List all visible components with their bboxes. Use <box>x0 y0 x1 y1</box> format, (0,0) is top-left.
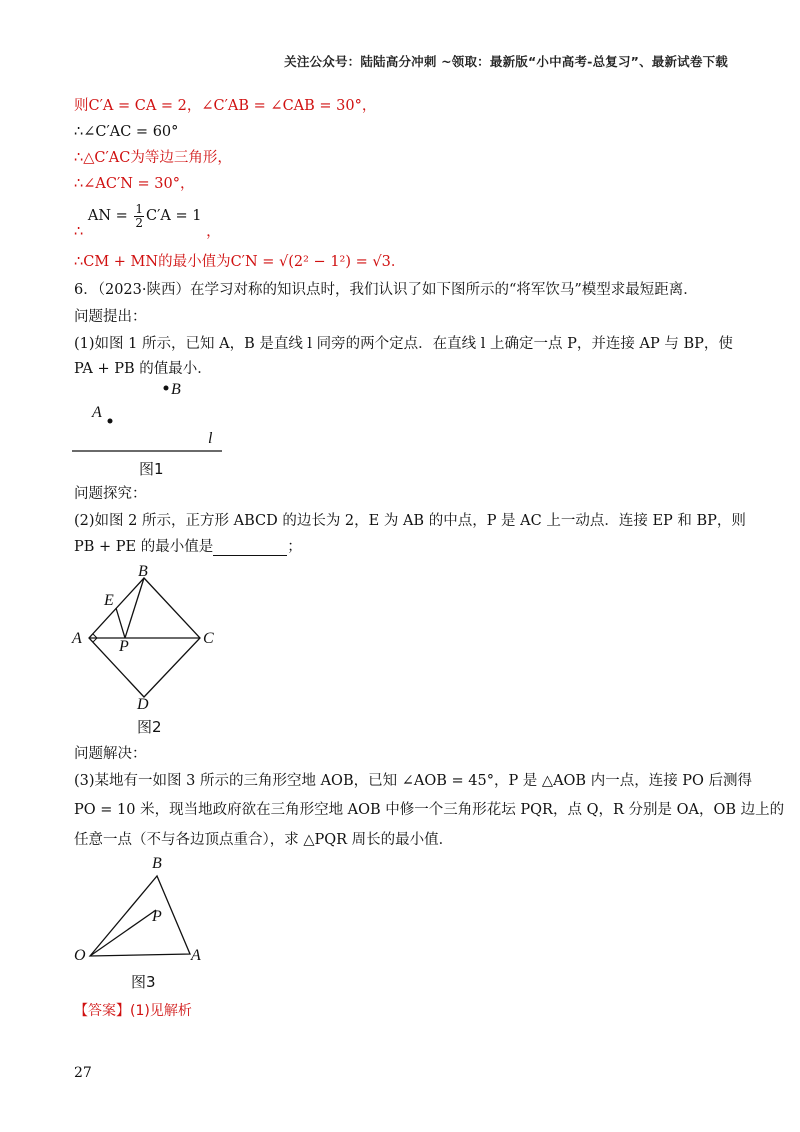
fig3-label-o: O <box>74 947 86 964</box>
fraction-half <box>134 203 144 229</box>
solution-line-4: ∴∠AC′N = 30°， <box>74 176 195 192</box>
answer-label: 【答案】(1)见解析 <box>74 1003 192 1019</box>
problem-6-title: 6．（2023·陕西）在学习对称的知识点时，我们认识了如下图所示的“将军饮马”模型求最短距离． <box>74 282 698 298</box>
fig3-label-p: P <box>152 908 162 925</box>
fig1-caption: 图1 <box>139 460 164 478</box>
segment-ep <box>116 608 125 638</box>
fig2-label-c: C <box>203 630 214 647</box>
section-problem-solve: 问题解决： <box>74 746 147 762</box>
fig2-label-e: E <box>104 592 114 609</box>
fig2-label-a: A <box>72 630 82 647</box>
fig2-label-d: D <box>137 696 149 713</box>
part-2-text: (2)如图 2 所示，正方形 ABCD 的边长为 2，E 为 AB 的中点，P 是 AC 上一动点．连接 EP 和 BP，则 <box>74 513 746 529</box>
fig3-caption: 图3 <box>131 973 156 991</box>
solution-line-2: ∴∠C′AC = 60° <box>74 124 179 140</box>
solution-line-5 <box>74 202 221 241</box>
solution-line-6: ∴CM + MN的最小值为C′N = √(2² − 1²) = √3． <box>74 254 406 270</box>
part-1-text: (1)如图 1 所示，已知 A，B 是直线 l 同旁的两个定点．在直线 l 上确定一点 P，并连接 AP 与 BP，使 <box>74 336 733 352</box>
fig1-label-a: A <box>92 404 102 421</box>
line-5-comma: ， <box>206 224 221 241</box>
fig3-label-a: A <box>191 947 201 964</box>
fig2-caption: 图2 <box>137 718 162 736</box>
an-expr: AN = <box>87 208 133 225</box>
fig1-label-l: l <box>208 430 213 447</box>
fig1-label-b: B <box>171 381 181 398</box>
solution-line-1: 则C′A = CA = 2，∠C′AB = ∠CAB = 30°， <box>74 98 377 114</box>
figure-2 <box>80 570 220 710</box>
segment-bp <box>125 578 144 638</box>
an-expr-rest: C′A = 1 <box>146 208 202 225</box>
part-3-text: (3)某地有一如图 3 所示的三角形空地 AOB，已知 ∠AOB = 45°，P 是 △AOB 内一点，连接 PO 后测得 <box>74 773 753 789</box>
point-a-dot <box>108 419 113 424</box>
part-2-end: ； <box>287 539 302 555</box>
part-2-text-cont <box>74 539 302 556</box>
section-question-explore: 问题探究： <box>74 486 147 502</box>
part-3-text-cont-1: PO = 10 米，现当地政府欲在三角形空地 AOB 中修一个三角形花坛 PQR，点 Q，R 分别是 OA，OB 边上的 <box>74 802 785 818</box>
part-2-prompt: PB + PE 的最小值是 <box>74 539 214 555</box>
part-3-text-cont-2: 任意一点（不与各边顶点重合），求 △PQR 周长的最小值． <box>74 832 454 848</box>
point-b-dot <box>164 386 169 391</box>
fig2-label-b: B <box>138 563 148 580</box>
fraction-denominator: 2 <box>135 215 144 230</box>
fraction-numerator: 1 <box>135 202 144 216</box>
fig3-label-b: B <box>152 855 162 872</box>
page-header: 关注公众号：陆陆高分冲刺 ~领取：最新版“小中高考-总复习”、最新试卷下载 <box>284 54 728 69</box>
therefore-symbol: ∴ <box>74 224 84 241</box>
fig2-label-p: P <box>119 638 129 655</box>
answer-blank <box>213 541 287 556</box>
part-1-text-cont: PA + PB 的值最小． <box>74 361 212 377</box>
page-number: 27 <box>74 1065 92 1081</box>
solution-line-3: ∴△C′AC为等边三角形， <box>74 150 232 166</box>
triangle-aob <box>90 876 190 956</box>
section-question-raised: 问题提出： <box>74 309 147 325</box>
